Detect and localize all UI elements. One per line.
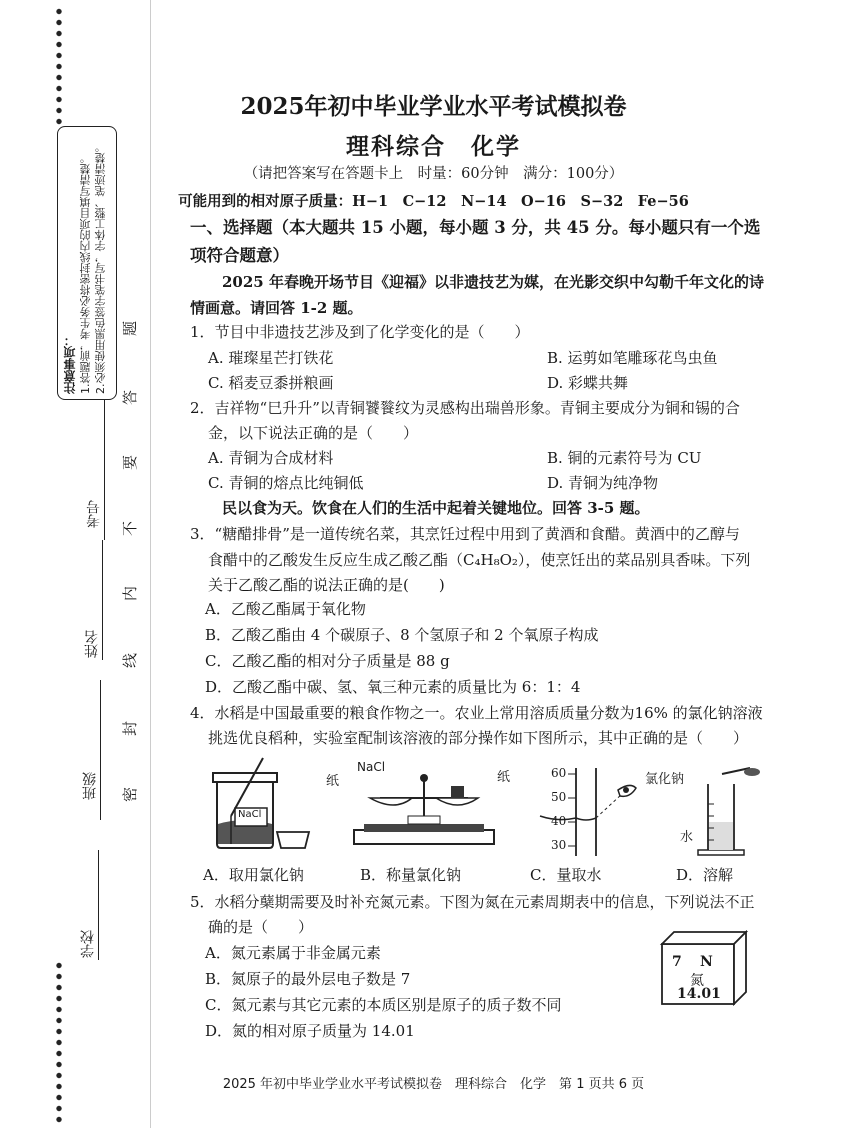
seal-char-5: 内 xyxy=(121,585,140,602)
figure-d-water-label: 水 xyxy=(680,830,694,845)
figure-c-tick-50: 50 xyxy=(551,790,567,804)
field-class-line[interactable] xyxy=(100,680,101,820)
intro1-line-2: 情画意。请回答 1-2 题。 xyxy=(190,299,363,317)
seal-char-6: 线 xyxy=(121,652,140,669)
field-school-label: 学校 xyxy=(80,930,96,958)
seal-char-2: 答 xyxy=(121,389,140,406)
q1-option-a: A. 璀璨星芒打铁花 xyxy=(208,349,334,367)
q1-stem: 1．节目中非遗技艺涉及到了化学变化的是（ ） xyxy=(190,323,530,341)
seal-char-8: 密 xyxy=(121,786,140,803)
figure-d-dissolving xyxy=(690,764,770,858)
q2-option-b: B. 铜的元素符号为 CU xyxy=(547,449,702,467)
figure-b-paper-right: 纸 xyxy=(497,770,511,785)
field-class-label: 班级 xyxy=(82,772,98,800)
q5-stem-1: 5．水稻分蘖期需要及时补充氮元素。下图为氮在元素周期表中的信息，下列说法不正 xyxy=(190,893,755,911)
seal-char-1: 题 xyxy=(121,320,140,337)
section-heading-line-2: 项符合题意） xyxy=(190,246,289,265)
figure-c-tick-60: 60 xyxy=(551,766,567,780)
q2-option-d: D. 青铜为纯净物 xyxy=(547,474,659,492)
element-mass: 14.01 xyxy=(677,986,721,1002)
element-name: 氮 xyxy=(690,973,704,989)
q2-option-c: C. 青铜的熔点比纯铜低 xyxy=(208,474,364,492)
q1-option-b: B. 运剪如笔雕琢花鸟虫鱼 xyxy=(547,349,718,367)
q3-option-a: A．乙酸乙酯属于氧化物 xyxy=(205,600,366,618)
field-exam-no-line[interactable] xyxy=(104,400,105,540)
q5-option-d: D．氮的相对原子质量为 14.01 xyxy=(205,1022,415,1040)
seal-char-4: 不 xyxy=(121,520,140,537)
q2-stem-2: 金，以下说法正确的是（ ） xyxy=(208,424,419,442)
notice-line-2: 2.必须使用黑色签字笔书写，字体工整、笔迹清楚。 xyxy=(94,141,107,394)
exam-subtitle: 理科综合 化学 xyxy=(346,133,521,160)
q4-stem-1: 4．水稻是中国最重要的粮食作物之一。农业上常用溶质质量分数为16% 的氯化钠溶液 xyxy=(190,704,763,722)
figure-b-balance xyxy=(350,770,500,855)
q5-option-c: C．氮元素与其它元素的本质区别是原子的质子数不同 xyxy=(205,996,562,1014)
figure-a-taking-nacl xyxy=(205,756,315,852)
intro2: 民以食为天。饮食在人们的生活中起着关键地位。回答 3-5 题。 xyxy=(222,499,650,517)
q3-stem-2: 食醋中的乙酸发生反应生成乙酸乙酯（C₄H₈O₂），使烹饪出的菜品别具香味。下列 xyxy=(208,551,751,569)
q4-stem-2: 挑选优良稻种，实验室配制该溶液的部分操作如下图所示，其中正确的是（ ） xyxy=(208,729,749,747)
element-symbol: N xyxy=(700,954,713,970)
seal-char-7: 封 xyxy=(121,720,140,737)
q4-option-c: C．量取水 xyxy=(530,866,602,884)
q5-option-a: A．氮元素属于非金属元素 xyxy=(205,944,381,962)
figure-d-nacl-label: 氯化钠 xyxy=(645,772,685,787)
figure-b-paper-left: 纸 xyxy=(326,774,340,789)
atomic-masses: 可能用到的相对原子质量：H−1 C−12 N−14 O−16 S−32 Fe−56 xyxy=(178,193,689,210)
page-footer: 2025 年初中毕业学业水平考试模拟卷 理科综合 化学 第 1 页共 6 页 xyxy=(222,1077,645,1092)
figure-c-tick-40: 40 xyxy=(551,814,567,828)
field-school-line[interactable] xyxy=(98,850,99,960)
intro1-line-1: 2025 年春晚开场节目《迎福》以非遗技艺为媒，在光影交织中勾勒千年文化的诗 xyxy=(222,273,764,291)
q2-stem-1: 2．吉祥物“巳升升”以青铜饕餮纹为灵感构出瑞兽形象。青铜主要成分为铜和锡的合 xyxy=(190,399,740,417)
q5-option-b: B．氮原子的最外层电子数是 7 xyxy=(205,970,411,988)
q3-option-b: B．乙酸乙酯由 4 个碳原子、8 个氢原子和 2 个氧原子构成 xyxy=(205,626,599,644)
q4-option-a: A．取用氯化钠 xyxy=(203,866,304,884)
notice-line-1: 1.答题前，考生务必将密封线内的项目填写清楚。 xyxy=(79,152,92,394)
q2-option-a: A. 青铜为合成材料 xyxy=(208,449,334,467)
exam-info: （请把答案写在答题卡上 时量：60分钟 满分：100分） xyxy=(243,166,624,182)
figure-b-nacl-label: NaCl xyxy=(357,760,386,774)
q3-option-d: D．乙酸乙酯中碳、氢、氧三种元素的质量比为 6：1：4 xyxy=(205,678,581,696)
field-name-label: 姓名 xyxy=(84,630,100,658)
q3-stem-1: 3．“糖醋排骨”是一道传统名菜，其烹饪过程中用到了黄酒和食醋。黄酒中的乙醇与 xyxy=(190,525,740,543)
figure-c-tick-30: 30 xyxy=(551,838,567,852)
q4-option-d: D．溶解 xyxy=(676,866,734,884)
q3-stem-3: 关于乙酸乙酯的说法正确的是( ) xyxy=(208,576,445,594)
figure-a-nacl-label: NaCl xyxy=(238,809,262,820)
section-heading-line-1: 一、选择题（本大题共 15 小题，每小题 3 分，共 45 分。每小题只有一个选 xyxy=(190,218,761,237)
field-name-line[interactable] xyxy=(102,540,103,660)
field-exam-no-label: 考号 xyxy=(86,500,102,528)
q1-option-c: C. 稻麦豆黍拼粮画 xyxy=(208,374,334,392)
q5-stem-2: 确的是（ ） xyxy=(208,918,314,936)
exam-title: 2025年初中毕业学业水平考试模拟卷 xyxy=(240,93,627,120)
q3-option-c: C．乙酸乙酯的相对分子质量是 88 g xyxy=(205,652,450,670)
seal-char-3: 要 xyxy=(121,454,140,471)
binding-holes-bottom xyxy=(52,960,66,1124)
q4-option-b: B．称量氯化钠 xyxy=(360,866,462,884)
notice-title: 注意事项： xyxy=(63,334,77,394)
element-atomic-number: 7 xyxy=(672,954,682,970)
q1-option-d: D. 彩蝶共舞 xyxy=(547,374,629,392)
